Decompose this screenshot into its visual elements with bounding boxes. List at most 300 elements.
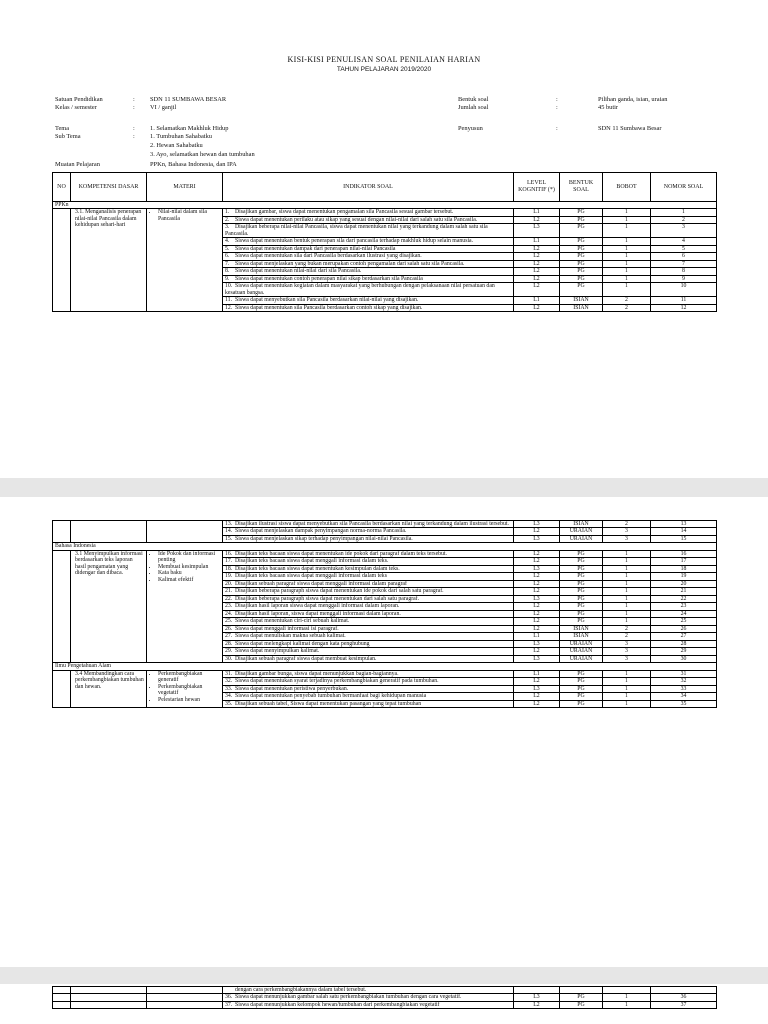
indicator-text: Siswa dapat menentukan contoh penerapan nilai sikap berdasarkan sila Pancasila (235, 275, 423, 282)
bentuk-cell: PG (560, 1001, 603, 1008)
materi-list (149, 671, 220, 703)
level-cell: L2 (514, 1001, 560, 1008)
bentuk-cell: PG (560, 565, 603, 572)
nomor-cell: 33 (651, 685, 717, 692)
level-cell: L1 (514, 238, 560, 245)
table-row (53, 987, 717, 994)
indicator-number: 11. (225, 297, 233, 304)
level-cell: L2 (514, 528, 560, 535)
bobot-cell: 1 (603, 595, 651, 602)
header-value: VI / ganjil (150, 104, 177, 111)
materi-cell (147, 209, 223, 312)
bentuk-cell: PG (560, 224, 603, 238)
bobot-cell: 1 (603, 573, 651, 580)
bentuk-cell: URAIAN (560, 640, 603, 647)
indicator-cell (223, 558, 514, 565)
indicator-text: Siswa dapat menentukan syarat terjadinya perkembangbiakan generatif pada tumbuhan. (235, 678, 439, 685)
header-value: 45 butir (598, 104, 619, 111)
nomor-cell: 24 (651, 610, 717, 617)
bentuk-cell: PG (560, 580, 603, 587)
indicator-cell (223, 595, 514, 602)
bentuk-cell: PG (560, 245, 603, 252)
bobot-cell: 3 (603, 640, 651, 647)
nomor-cell: 1 (651, 209, 717, 216)
col-header-materi: MATERI (147, 173, 223, 202)
bobot-cell: 1 (603, 245, 651, 252)
nomor-cell: 2 (651, 216, 717, 223)
document-title: KISI-KISI PENULISAN SOAL PENILAIAN HARIAN (287, 55, 481, 64)
col-header-indikator: INDIKATOR SOAL (223, 173, 514, 202)
bobot-cell: 3 (603, 535, 651, 542)
materi-item: • Membuat kesimpulan (158, 564, 220, 570)
indicator-cell: dengan cara perkembangbiakannya dalam tabel tersebut. (223, 987, 514, 994)
kd-cell (71, 1001, 147, 1008)
document-page-2 (0, 497, 768, 967)
header-label: Sub Tema (55, 133, 81, 140)
bobot-cell: 1 (603, 216, 651, 223)
col-header-no: NO (53, 173, 71, 202)
nomor-cell: 15 (651, 535, 717, 542)
header-sep: : (133, 125, 135, 132)
bentuk-cell: PG (560, 618, 603, 625)
no-cell (53, 209, 71, 312)
header-value: 1. Tumbuhan Sahabatku (150, 133, 212, 140)
indicator-cell (223, 573, 514, 580)
bobot-cell: 1 (603, 260, 651, 267)
nomor-cell: 5 (651, 245, 717, 252)
indicator-number: 31. (225, 670, 233, 677)
indicator-cell (223, 588, 514, 595)
indicator-text: Siswa dapat menentukan perilaku atau sikap yang sesuai dengan nilai-nilai dari salah satu sila Pancasila. (235, 216, 478, 223)
indicator-text: Disajikan teks bacaan siswa dapat menentukan kesimpulan dalam teks. (235, 565, 400, 572)
indicator-text: Siswa dapat menjelaskan yang bukan merupakan contoh pengamalan dari salah satu sila Pancasila. (235, 260, 465, 267)
bobot-cell: 1 (603, 238, 651, 245)
nomor-cell: 11 (651, 297, 717, 304)
bentuk-cell: PG (560, 253, 603, 260)
bentuk-cell: URAIAN (560, 655, 603, 662)
materi-cell (147, 550, 223, 662)
bobot-cell: 1 (603, 209, 651, 216)
indicator-number: 26. (225, 625, 233, 632)
indicator-cell (223, 580, 514, 587)
bentuk-cell: PG (560, 700, 603, 707)
nomor-cell: 19 (651, 573, 717, 580)
indicator-cell (223, 528, 514, 535)
table-row (53, 670, 717, 677)
indicator-number: 19. (225, 573, 233, 580)
indicator-cell (223, 260, 514, 267)
indicator-cell (223, 216, 514, 223)
indicator-text: Disajikan hasil laporan, siswa dapat menggali informasi dalam laporan. (235, 610, 401, 617)
section-label: Ilmu Pengetahuan Alam (53, 663, 717, 670)
header-label: Tema (55, 125, 70, 132)
level-cell: L2 (514, 275, 560, 282)
materi-item: • Perkembangbiakan vegetatif (158, 684, 220, 697)
materi-item: • Ide Pokok dan informasi penting (158, 551, 220, 564)
table-row (53, 521, 717, 528)
level-cell: L2 (514, 700, 560, 707)
indicator-text: Siswa dapat menentukan dampak dari penerapan nilai-nilai Pancasila (235, 245, 396, 252)
materi-cell (147, 521, 223, 543)
indicator-number: 25. (225, 618, 233, 625)
indicator-cell (223, 535, 514, 542)
indicator-cell (223, 994, 514, 1001)
indicator-number: 32. (225, 678, 233, 685)
nomor-cell: 18 (651, 565, 717, 572)
header-value: 2. Hewan Sahabatku (150, 142, 203, 149)
header-label: Bentuk soal (458, 96, 489, 103)
header-value: PPKn, Bahasa Indonesia, dan IPA (150, 161, 237, 168)
document-subtitle: TAHUN PELAJARAN 2019/2020 (336, 66, 432, 73)
nomor-cell: 21 (651, 588, 717, 595)
nomor-cell: 36 (651, 994, 717, 1001)
indicator-text: Siswa dapat melengkapi kalimat dengan kata penghubung (235, 640, 370, 647)
nomor-cell: 12 (651, 304, 717, 311)
bentuk-cell: ISIAN (560, 521, 603, 528)
indicator-cell (223, 283, 514, 297)
value-cell (603, 987, 651, 994)
bobot-cell: 1 (603, 550, 651, 557)
header-sep: : (133, 133, 135, 140)
header-label: Jumlah soal (458, 104, 489, 111)
level-cell: L2 (514, 678, 560, 685)
nomor-cell: 17 (651, 558, 717, 565)
table-row (53, 209, 717, 216)
indicator-number: 10. (225, 283, 233, 290)
level-cell: L2 (514, 625, 560, 632)
bentuk-cell: PG (560, 216, 603, 223)
level-cell: L2 (514, 283, 560, 297)
indicator-text: Siswa dapat menggali informasi isi paragraf. (235, 625, 339, 632)
bobot-cell: 3 (603, 655, 651, 662)
value-cell (514, 987, 560, 994)
nomor-cell: 9 (651, 275, 717, 282)
indicator-cell (223, 297, 514, 304)
bentuk-cell: PG (560, 558, 603, 565)
level-cell: L2 (514, 245, 560, 252)
nomor-cell: 34 (651, 693, 717, 700)
no-cell (53, 550, 71, 662)
indicator-text: Siswa dapat menentukan kegiatan dalam masyarakat yang berhubungan dengan pelaksanaan nilai persatuan dan kesatuan bangsa. (225, 283, 495, 296)
materi-item: • Nilai-nilai dalam sila Pancasila (158, 209, 220, 222)
indicator-number: 35. (225, 700, 233, 707)
level-cell: L1 (514, 633, 560, 640)
nomor-cell: 32 (651, 678, 717, 685)
level-cell: L2 (514, 573, 560, 580)
bentuk-cell: PG (560, 994, 603, 1001)
level-cell: L2 (514, 216, 560, 223)
section-row (53, 663, 717, 670)
bentuk-cell: PG (560, 670, 603, 677)
indicator-number: 24. (225, 610, 233, 617)
col-header-bobot: BOBOT (603, 173, 651, 202)
indicator-number: 9. (225, 275, 230, 282)
indicator-number: 4. (225, 238, 230, 245)
level-cell: L2 (514, 253, 560, 260)
kd-cell: 3.1. Menganalisis penerapan nilai-nilai Pancasila dalam kehidupan sehari-hari (71, 209, 147, 312)
level-cell: L3 (514, 535, 560, 542)
nomor-cell: 29 (651, 648, 717, 655)
no-cell (53, 670, 71, 707)
no-cell (53, 521, 71, 543)
level-cell: L2 (514, 693, 560, 700)
indicator-number: 13. (225, 521, 233, 527)
indicator-cell (223, 275, 514, 282)
indicator-cell (223, 565, 514, 572)
indicator-text: Disajikan beberapa paragraph siswa dapat menentukan ide pokok dari salah satu paragraf. (235, 588, 444, 595)
indicator-cell (223, 633, 514, 640)
nomor-cell: 22 (651, 595, 717, 602)
nomor-cell: 37 (651, 1001, 717, 1008)
indicator-number: 22. (225, 595, 233, 602)
indicator-text: Siswa dapat menuliskan makna sebuah kalimat. (235, 633, 346, 640)
indicator-text: Disajikan teks bacaan siswa dapat menggali informasi dalam teks (235, 573, 387, 580)
level-cell: L2 (514, 260, 560, 267)
kisi-kisi-table (52, 986, 717, 1009)
indicator-text: Siswa dapat menentukan penyebab tumbuhan bermanfaat bagi kehidupan manusia (235, 693, 427, 700)
level-cell: L3 (514, 521, 560, 528)
indicator-number: 8. (225, 268, 230, 275)
document-page-3 (0, 984, 768, 1024)
bobot-cell: 1 (603, 603, 651, 610)
header-sep: : (133, 104, 135, 111)
indicator-text: Disajikan teks bacaan siswa dapat menggali informasi dalam teks. (235, 558, 389, 565)
level-cell: L3 (514, 685, 560, 692)
indicator-text: Disajikan sebuah tabel, Siswa dapat menentukan pasangan yang tepat tumbuhan (235, 700, 422, 707)
bentuk-cell: URAIAN (560, 535, 603, 542)
materi-item: • Kata baku (158, 570, 220, 576)
bobot-cell: 1 (603, 275, 651, 282)
indicator-text: Disajikan beberapa paragraph siswa dapat menentukan dari salah satu paragraf. (235, 595, 420, 602)
bobot-cell: 2 (603, 297, 651, 304)
indicator-cell (223, 224, 514, 238)
indicator-cell (223, 618, 514, 625)
col-header-bentuk: BENTUK SOAL (560, 173, 603, 202)
header-value: 1. Selamatkan Makhluk Hidup (150, 125, 229, 132)
indicator-number: 23. (225, 603, 233, 610)
indicator-number: 27. (225, 633, 233, 640)
kd-cell (71, 994, 147, 1001)
indicator-number: 29. (225, 648, 233, 655)
value-cell (651, 987, 717, 994)
indicator-cell (223, 550, 514, 557)
no-cell (53, 994, 71, 1001)
indicator-number: 6. (225, 253, 230, 260)
indicator-text: Disajikan gambar, siswa dapat menentukan pengamalan sila Pancasila sesuai gambar tersebut. (235, 209, 454, 216)
bobot-cell: 2 (603, 521, 651, 528)
level-cell: L2 (514, 304, 560, 311)
kd-cell (71, 987, 147, 994)
section-label: Bahasa Indonesia (53, 543, 717, 550)
nomor-cell: 13 (651, 521, 717, 528)
bobot-cell: 1 (603, 610, 651, 617)
indicator-cell (223, 625, 514, 632)
indicator-cell (223, 268, 514, 275)
indicator-number: 34. (225, 693, 233, 700)
bentuk-cell: URAIAN (560, 648, 603, 655)
nomor-cell: 6 (651, 253, 717, 260)
indicator-cell (223, 209, 514, 216)
level-cell: L3 (514, 595, 560, 602)
indicator-number: 36. (225, 994, 233, 1001)
materi-item: • Perkembangbiakan generatif (158, 671, 220, 684)
level-cell: L3 (514, 640, 560, 647)
indicator-text: Disajikan ilustrasi siswa dapat menyebutkan sila Pancasila berdasarkan nilai yang terkandung dalam ilustrasi tersebut. (235, 521, 509, 527)
nomor-cell: 23 (651, 603, 717, 610)
level-cell: L2 (514, 268, 560, 275)
bentuk-cell: PG (560, 550, 603, 557)
indicator-text: Siswa dapat menjelaskan sikap terhadap penyimpangan nilai-nilai Pancasila. (235, 535, 413, 542)
indicator-text: Siswa dapat menentukan ciri-ciri sebuah kalimat. (235, 618, 350, 625)
bobot-cell: 1 (603, 253, 651, 260)
bobot-cell: 2 (603, 633, 651, 640)
indicator-cell (223, 238, 514, 245)
bentuk-cell: PG (560, 685, 603, 692)
materi-cell (147, 1001, 223, 1008)
header-sep: : (556, 104, 558, 111)
bobot-cell: 1 (603, 618, 651, 625)
indicator-cell (223, 655, 514, 662)
indicator-cell (223, 1001, 514, 1008)
header-sep: : (556, 96, 558, 103)
level-cell: L2 (514, 648, 560, 655)
bobot-cell: 1 (603, 678, 651, 685)
indicator-text: Siswa dapat menentukan nilai-nilai dari sila Pancasila. (235, 268, 362, 275)
indicator-number: 20. (225, 580, 233, 587)
materi-cell (147, 670, 223, 707)
indicator-text: Disajikan sebuah paragraf siswa dapat membuat kesimpulan. (235, 655, 377, 662)
level-cell: L1 (514, 209, 560, 216)
level-cell: L3 (514, 655, 560, 662)
bentuk-cell: PG (560, 260, 603, 267)
no-cell (53, 1001, 71, 1008)
indicator-number: 12. (225, 304, 233, 311)
kd-cell: 3.4 Membandingkan cara perkembangbiakan tumbuhan dan hewan. (71, 670, 147, 707)
bobot-cell: 2 (603, 304, 651, 311)
indicator-cell (223, 245, 514, 252)
nomor-cell: 20 (651, 580, 717, 587)
bentuk-cell: PG (560, 275, 603, 282)
indicator-number: 18. (225, 565, 233, 572)
indicator-cell (223, 521, 514, 528)
bentuk-cell: PG (560, 678, 603, 685)
indicator-text: Siswa dapat menentukan bentuk penerapan sila dari pancasila terhadap makhluk hidup selain manusia. (235, 238, 474, 245)
nomor-cell: 3 (651, 224, 717, 238)
level-cell: L1 (514, 297, 560, 304)
bentuk-cell: PG (560, 603, 603, 610)
bobot-cell: 2 (603, 625, 651, 632)
indicator-text: Disajikan beberapa nilai-nilai Pancasila, siswa dapat menentukan nilai yang terkandung dalam salah satu sila Pancasila. (225, 224, 488, 237)
bobot-cell: 1 (603, 670, 651, 677)
bobot-cell: 1 (603, 558, 651, 565)
nomor-cell: 8 (651, 268, 717, 275)
indicator-text: Siswa dapat menjelaskan dampak penyimpangan norma-norma Pancasila. (235, 528, 407, 535)
indicator-text: Disajikan sebuah paragraf siswa dapat menggali informasi dalam paragraf (235, 580, 407, 587)
indicator-text: Siswa dapat menunjukkan kelompok hewan/tumbuhan dari perkembangbiakan vegetatif (235, 1001, 440, 1008)
section-row: PPKn (53, 202, 717, 209)
indicator-number: 1. (225, 209, 230, 216)
materi-cell (147, 987, 223, 994)
bobot-cell: 1 (603, 588, 651, 595)
nomor-cell: 25 (651, 618, 717, 625)
header-label: Muatan Pelajaran (55, 161, 100, 168)
bobot-cell: 1 (603, 994, 651, 1001)
indicator-number: 2. (225, 216, 230, 223)
indicator-cell (223, 685, 514, 692)
table-row (53, 1001, 717, 1008)
indicator-number: 21. (225, 588, 233, 595)
indicator-cell (223, 640, 514, 647)
kd-cell: 3.1 Menyimpulkan informasi berdasarkan teks laporan hasil pengamatan yang didengar dan dibaca. (71, 550, 147, 662)
level-cell: L1 (514, 670, 560, 677)
bentuk-cell: PG (560, 209, 603, 216)
nomor-cell: 10 (651, 283, 717, 297)
level-cell: L2 (514, 558, 560, 565)
nomor-cell: 28 (651, 640, 717, 647)
nomor-cell: 16 (651, 550, 717, 557)
bentuk-cell: PG (560, 238, 603, 245)
nomor-cell: 4 (651, 238, 717, 245)
indicator-cell (223, 693, 514, 700)
no-cell (53, 987, 71, 994)
level-cell: L2 (514, 610, 560, 617)
bentuk-cell: PG (560, 610, 603, 617)
nomor-cell: 14 (651, 528, 717, 535)
section-row (53, 543, 717, 550)
indicator-cell (223, 678, 514, 685)
indicator-text: Disajikan hasil laporan siswa dapat menggali informasi dalam laporan. (235, 603, 400, 610)
materi-item: • Pelestarian hewan (158, 697, 220, 703)
bobot-cell: 3 (603, 648, 651, 655)
col-header-kd: KOMPETENSI DASAR (71, 173, 147, 202)
indicator-number: 5. (225, 245, 230, 252)
indicator-text: Disajikan teks bacaan siswa dapat menentukan ide pokok dari paragraf dalam teks tersebut. (235, 550, 447, 557)
indicator-cell (223, 648, 514, 655)
nomor-cell: 30 (651, 655, 717, 662)
level-cell: L2 (514, 588, 560, 595)
bentuk-cell: PG (560, 595, 603, 602)
indicator-cell (223, 603, 514, 610)
bobot-cell: 1 (603, 268, 651, 275)
nomor-cell: 35 (651, 700, 717, 707)
materi-cell (147, 994, 223, 1001)
materi-list (149, 551, 220, 583)
nomor-cell: 7 (651, 260, 717, 267)
col-header-level: LEVEL KOGNITIF (*) (514, 173, 560, 202)
bobot-cell: 1 (603, 1001, 651, 1008)
indicator-number: 15. (225, 535, 233, 542)
kd-cell (71, 521, 147, 543)
level-cell: L2 (514, 618, 560, 625)
indicator-text: Siswa dapat menentukan sila dari Pancasila berdasarkan ilustrasi yang disajikan. (235, 253, 422, 260)
indicator-number: 3. (225, 224, 230, 231)
bentuk-cell: ISIAN (560, 625, 603, 632)
bentuk-cell: URAIAN (560, 528, 603, 535)
materi-item: • Kalimat efektif (158, 577, 220, 583)
indicator-text: Siswa dapat menyimpulkan kalimat. (235, 648, 320, 655)
indicator-cell (223, 670, 514, 677)
header-sep: : (133, 96, 135, 103)
header-value: Pilihan ganda, isian, uraian (598, 96, 668, 103)
header-label: Penyusun (458, 125, 483, 132)
header-value: 3. Ayo, selamatkan hewan dan tumbuhan (150, 151, 255, 158)
level-cell: L2 (514, 603, 560, 610)
bentuk-cell: PG (560, 283, 603, 297)
level-cell: L3 (514, 565, 560, 572)
table-row (53, 994, 717, 1001)
indicator-cell (223, 700, 514, 707)
indicator-number: 30. (225, 655, 233, 662)
